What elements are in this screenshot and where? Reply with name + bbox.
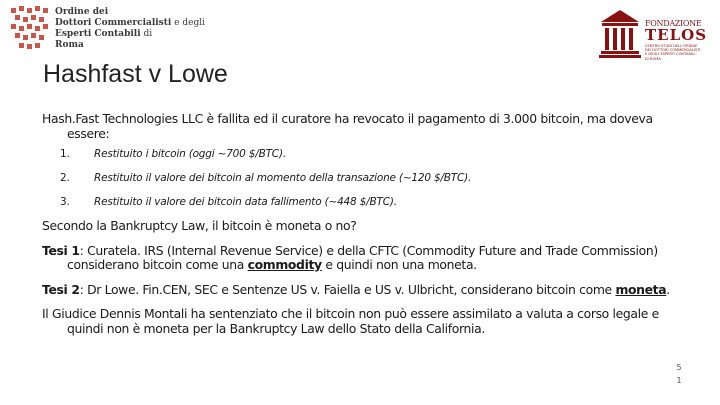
tesi-1-text: : Curatela. IRS (Internal Revenue Service) e della CFTC (Commodity Future and Trade Commission) considerano bitcoin come una bbox=[67, 242, 658, 272]
list-item bbox=[42, 147, 692, 171]
logo-line-2: Dottori Commercialisti bbox=[55, 18, 172, 28]
list-item bbox=[42, 195, 692, 219]
tesi-1-label: Tesi 1 bbox=[42, 242, 80, 258]
tesi-2-end: . bbox=[666, 281, 670, 297]
telos-top-label: FONDAZIONE bbox=[645, 19, 702, 28]
odcec-roma-logo bbox=[8, 4, 218, 54]
list-number: 2. bbox=[60, 172, 70, 184]
conclusion-paragraph: Il Giudice Dennis Montali ha sentenziato che il bitcoin non può essere assimilato a valuta a corso legale e quindi non è moneta per la Bankruptcy Law dello Stato della California. bbox=[42, 306, 659, 336]
list-number: 3. bbox=[60, 196, 70, 208]
intro-paragraph: Hash.Fast Technologies LLC è fallita ed il curatore ha revocato il pagamento di 3.000 bitcoin, ma doveva essere: bbox=[42, 111, 653, 141]
slide-title: Hashfast v Lowe bbox=[43, 60, 228, 88]
fondazione-telos-logo bbox=[598, 4, 716, 64]
list-number: 1. bbox=[60, 148, 70, 160]
tesi-2-keyword: moneta bbox=[615, 281, 667, 297]
logo-line-3b: di bbox=[140, 29, 153, 39]
logo-line-4: Roma bbox=[55, 40, 84, 50]
odcec-emblem-icon bbox=[8, 4, 50, 52]
telos-subtitle: CENTRO STUDI DELL'ORDINE DEI DOTTORI COMMERCIALISTI E DEGLI ESPERTI CONTABILI DI ROMA bbox=[645, 44, 701, 61]
tesi-1-paragraph bbox=[42, 244, 692, 273]
list-text: Restituito i bitcoin (oggi ~700 $/BTC). bbox=[94, 148, 286, 160]
slide-body bbox=[42, 112, 692, 336]
list-text: Restituito il valore dei bitcoin data fallimento (~448 $/BTC). bbox=[94, 196, 397, 208]
logo-line-2b: e degli bbox=[171, 18, 205, 28]
page-number: 5 1 bbox=[676, 363, 682, 385]
list-text: Restituito il valore dei bitcoin al momento della transazione (~120 $/BTC). bbox=[94, 172, 472, 184]
logo-line-1: Ordine dei bbox=[55, 7, 109, 17]
tesi-2-label: Tesi 2 bbox=[42, 281, 80, 297]
outcome-list bbox=[42, 147, 692, 219]
list-item bbox=[42, 171, 692, 195]
telos-name: TELOS bbox=[645, 26, 708, 44]
question-paragraph: Secondo la Bankruptcy Law, il bitcoin è moneta o no? bbox=[42, 218, 357, 233]
logo-line-3: Esperti Contabili bbox=[55, 29, 141, 39]
tesi-2-paragraph bbox=[42, 283, 692, 298]
temple-icon bbox=[598, 6, 642, 62]
tesi-2-text: : Dr Lowe. Fin.CEN, SEC e Sentenze US v. Faiella e US v. Ulbricht, considerano bitcoin come bbox=[79, 281, 616, 297]
tesi-1-end: e quindi non una moneta. bbox=[321, 257, 477, 272]
tesi-1-keyword: commodity bbox=[247, 257, 322, 272]
